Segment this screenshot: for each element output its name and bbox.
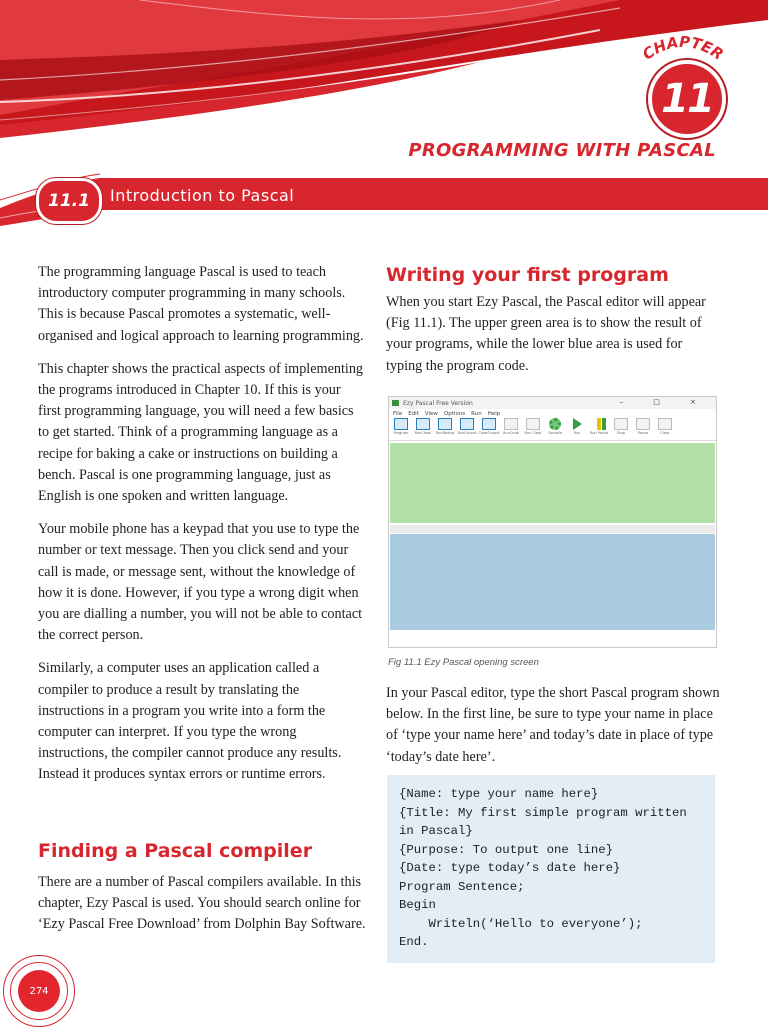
- figure-caption: Fig 11.1 Ezy Pascal opening screen: [388, 657, 539, 668]
- gear-icon: [549, 418, 561, 430]
- paragraph: Your mobile phone has a keypad that you use to type the number or text message. Then you click send and your call is made, or message sent, without the knowledge of how it is done. However, if you type a wrong digit when you are dialling a number, you will not be able to contact the correct person.: [38, 521, 363, 644]
- toolbar-button: Run: [568, 418, 586, 435]
- code-line: {Title: My first simple program written: [399, 805, 687, 820]
- toolbar-button: Program: [392, 418, 410, 435]
- finding-compiler-heading: Finding a Pascal compiler: [38, 840, 313, 862]
- chapter-title: PROGRAMMING WITH PASCAL: [408, 140, 716, 161]
- section-number: 11.1: [36, 178, 102, 224]
- code-line: End.: [399, 935, 429, 949]
- window-icon: [416, 418, 430, 430]
- editor-titlebar: [389, 397, 716, 409]
- toolbar-button: Stop: [612, 418, 630, 435]
- toolbar-button: RunDebug: [436, 418, 454, 435]
- code-line: Program Sentence;: [399, 879, 525, 894]
- app-icon: [392, 400, 399, 406]
- toolbar-button: Run Pause: [590, 418, 608, 435]
- menu-item: Help: [487, 410, 501, 417]
- window-controls: – □ ×: [619, 398, 710, 406]
- window-icon: [460, 418, 474, 430]
- toolbar-button: Run Clear: [524, 418, 542, 435]
- output-area: [390, 443, 715, 523]
- run-pause-icon: [597, 418, 601, 430]
- code-area: [390, 534, 715, 630]
- paragraph: This chapter shows the practical aspects of implementing the programs introduced in Chapter 10. If this is your first programming language, you will need a few basics to get started. Think of a programming language as a recipe for baking a cake or instructions on building a bench. Pascal is one programming language, just as English is one spoken and written language.: [38, 360, 364, 505]
- toolbar-button: ClearOutput: [480, 418, 498, 435]
- code-line: Begin: [399, 898, 436, 912]
- editor-menubar: [389, 409, 716, 418]
- window-icon: [504, 418, 518, 430]
- finding-compiler-text: There are a number of Pascal compilers available. In this chapter, Ezy Pascal is used. You should search online for ‘Ezy Pascal Free Download’ from Dolphin Bay Software.: [38, 874, 366, 933]
- code-line: {Date: type today’s date here}: [399, 861, 621, 875]
- toolbar-button: Pause: [634, 418, 652, 435]
- code-line: in Pascal}: [399, 824, 473, 838]
- code-line: {Name: type your name here}: [399, 787, 599, 801]
- toolbar-button: RunClean: [414, 418, 432, 435]
- document-icon: [394, 418, 408, 430]
- editor-title: Ezy Pascal Free Version: [403, 399, 473, 407]
- clear-icon: [526, 418, 540, 430]
- toolbar-button: Clear: [656, 418, 674, 435]
- menu-item: Run: [471, 410, 482, 417]
- play-icon: [573, 418, 582, 430]
- splitter: [390, 525, 715, 533]
- toolbar-button: RunOutput: [458, 418, 476, 435]
- stop-icon: [614, 418, 628, 430]
- code-line: Writeln(‘Hello to everyone’);: [399, 916, 643, 931]
- paragraph: Similarly, a computer uses an application called a compiler to produce a result by translating the instructions in a program you write into a form the computer can interpret. If you type the wrong instructions, the compiler cannot produce any results. Instead it produces syntax errors or runtime errors.: [38, 660, 342, 783]
- editor-intro-text: When you start Ezy Pascal, the Pascal editor will appear (Fig 11.1). The upper green area is to show the result of your programs, while the lower blue area is used for typing the program code.: [386, 294, 706, 374]
- window-icon: [482, 418, 496, 430]
- clear-icon: [658, 418, 672, 430]
- left-column: [38, 262, 366, 798]
- window-icon: [438, 418, 452, 430]
- pascal-editor-screenshot: [388, 396, 717, 648]
- instructions-text: In your Pascal editor, type the short Pascal program shown below. In the first line, be sure to type your name in place of ‘type your name here’ and today’s date in place of type ‘today’s date here’.: [386, 685, 720, 765]
- menu-item: Options: [443, 410, 466, 417]
- svg-text:CHAPTER: CHAPTER: [639, 32, 727, 64]
- page-number: 274: [18, 970, 60, 1012]
- toolbar-button: Compile: [546, 418, 564, 435]
- paragraph: The programming language Pascal is used to teach introductory computer programming in many schools. This is because Pascal promotes a systematic, well-organised and logical approach to learning programming.: [38, 264, 364, 344]
- menu-item: Edit: [408, 410, 419, 417]
- writing-program-heading: Writing your first program: [386, 264, 669, 286]
- editor-toolbar: [389, 418, 716, 441]
- chapter-number-badge: 11: [648, 60, 726, 138]
- code-block: [387, 775, 715, 963]
- menu-item: File: [393, 410, 403, 417]
- pause-icon: [636, 418, 650, 430]
- toolbar-button: RunCode: [502, 418, 520, 435]
- menu-item: View: [424, 410, 438, 417]
- section-title: Introduction to Pascal: [110, 186, 295, 205]
- code-line: {Purpose: To output one line}: [399, 842, 614, 857]
